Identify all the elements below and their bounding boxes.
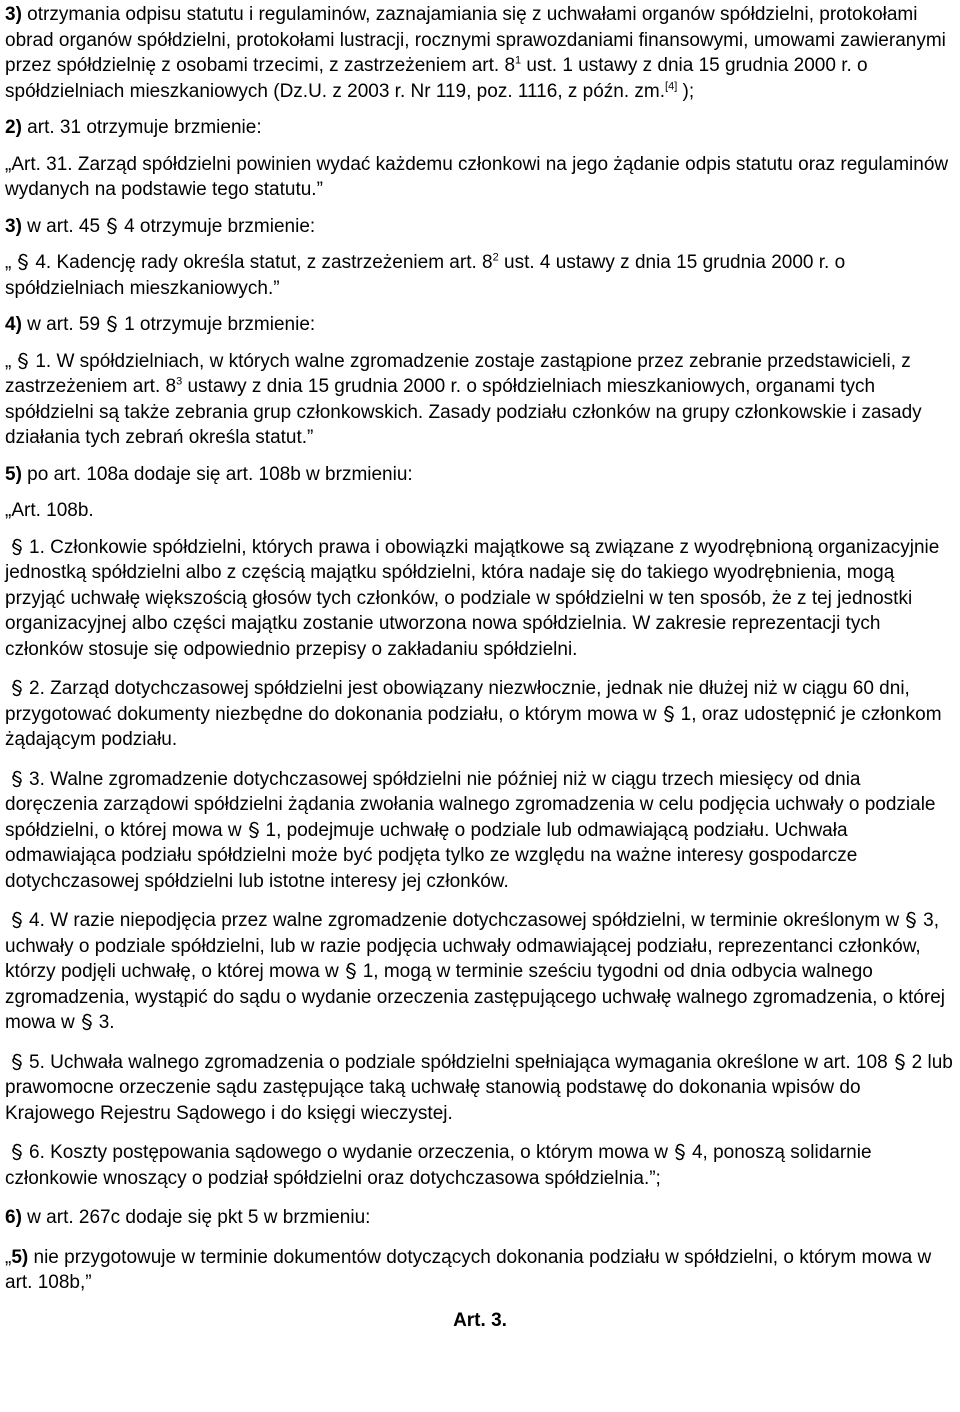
paragraph-art-31: „Art. 31. Zarząd spółdzielni powinien wydać każdemu członkowi na jego żądanie odpis statutu oraz regulaminów wydanych na podstawie tego statutu.” xyxy=(5,153,949,200)
item-text: ust. 1 ustawy z dnia 15 grudnia 2000 r. o spółdzielniach mieszkaniowych (Dz.U. z 2003 r. Nr 119, poz. 1116, z późn. zm. xyxy=(5,55,868,102)
item-number: 6) xyxy=(5,1207,22,1228)
paragraph-108b-2 xyxy=(5,676,955,753)
item-text: 1 otrzymuje brzmienie: xyxy=(124,314,316,335)
section-sign-icon xyxy=(105,217,119,235)
item-text: w art. 59 xyxy=(21,314,101,335)
paragraph-item-4 xyxy=(5,312,955,338)
section-sign-icon xyxy=(105,315,119,333)
footnote-reference: [4] xyxy=(665,80,678,93)
section-sign-icon xyxy=(10,538,24,556)
item-text: otrzymania odpisu statutu i regulaminów, zaznajamiania się z uchwałami organów spółdzielni, protokołami obrad organów spółdzielni, protokołami lustracji, rocznymi sprawozdaniami finansowymi, umowami zawieranymi przez spółdzielnię z osobami trzecimi, z zastrzeżeniem art. 8 xyxy=(5,4,946,76)
superscript: 3 xyxy=(176,375,183,388)
paragraph-item-3 xyxy=(5,2,955,104)
item-text: po art. 108a dodaje się art. 108b w brzmieniu: xyxy=(21,463,413,485)
article-108b-title: „Art. 108b. xyxy=(5,500,94,521)
paragraph-108b-1 xyxy=(5,535,955,663)
paragraph-text: ustawy z dnia 15 grudnia 2000 r. o spółdzielniach mieszkaniowych, organami tych spółdzielni są także zebrania grup członkowskich. Zasady podziału członków na grupy członkowskie i zasady działania tych zebrań określa statut.” xyxy=(5,376,922,448)
open-quote: „ xyxy=(5,1246,12,1268)
item-text: 4 otrzymuje brzmienie: xyxy=(124,215,316,237)
paragraph-text: 3, uchwały o podziale spółdzielni, lub w razie podjęcia uchwały odmawiającej podziału, reprezentanci członków, którzy podjęli uchwałę, o której mowa w xyxy=(5,910,940,982)
paragraph-text: 3. xyxy=(98,1012,115,1033)
section-sign-icon xyxy=(10,911,24,929)
paragraph-item-3b xyxy=(5,214,955,240)
section-sign-icon xyxy=(80,1013,94,1031)
paragraph-item-5 xyxy=(5,462,955,488)
item-text: nie przygotowuje w terminie dokumentów dotyczących dokonania podziału w spółdzielni, o którym mowa w art. 108b,” xyxy=(5,1246,932,1293)
paragraph-text: 1. W spółdzielniach, w których walne zgromadzenie zostaje zastąpione przez zebranie przedstawicieli, z zastrzeżeniem art. 8 xyxy=(5,350,911,397)
section-sign-icon xyxy=(893,1053,907,1071)
section-sign-icon xyxy=(16,352,30,370)
paragraph-108b-5 xyxy=(5,1050,955,1127)
item-number: 4) xyxy=(5,314,22,335)
section-sign-icon xyxy=(10,1053,24,1071)
superscript: 2 xyxy=(492,251,499,264)
paragraph-text: 1, oraz udostępnić je członkom żądającym podziału. xyxy=(5,703,942,750)
paragraph-text: 2 lub prawomocne orzeczenie sądu zastępujące taką uchwałę stanowią podstawę do dokonania wpisów do Krajowego Rejestru Sądowego i do księgi wieczystej. xyxy=(5,1051,953,1124)
item-text: w art. 45 xyxy=(21,215,101,237)
open-quote: „ xyxy=(5,252,12,273)
paragraph-text: 6. Koszty postępowania sądowego o wydanie orzeczenia, o którym mowa w xyxy=(29,1142,668,1163)
open-quote: „ xyxy=(5,350,12,372)
superscript: 1 xyxy=(515,54,522,67)
section-sign-icon xyxy=(904,911,918,929)
paragraph-text: 1, mogą w terminie sześciu tygodni od dnia odbycia walnego zgromadzenia, wystąpić do sądu o wydanie orzeczenia zastępującego uchwałę walnego zgromadzenia, o której mowa w xyxy=(5,961,945,1033)
item-text: w art. 267c dodaje się pkt 5 w brzmieniu: xyxy=(21,1207,371,1228)
section-sign-icon xyxy=(16,253,30,271)
item-text: ); xyxy=(677,80,695,102)
paragraph-text: 1. Członkowie spółdzielni, których prawa i obowiązki majątkowe są związane z wyodrębnioną organizacyjnie jednostką spółdzielni albo z częścią majątku spółdzielni, która nadaje się do takiego wyodrębnienia, mogą przyjąć uchwałę większością głosów tych członków, o podziale w spółdzielni w ten sposób, że z tej jednostki organizacyjnej albo części majątku zostanie utworzona nowa spółdzielnia. W zakresie reprezentacji tych członków stosuje się odpowiednio przepisy o zakładaniu spółdzielni. xyxy=(5,536,940,660)
paragraph-text: 4, ponoszą solidarnie członkowie wnoszący o podział spółdzielni oraz dotychczasowa spółdzielnia.”; xyxy=(5,1142,872,1189)
item-number: 3) xyxy=(5,215,22,237)
paragraph-item-6 xyxy=(5,1205,955,1231)
paragraph-text: 2. Zarząd dotychczasowej spółdzielni jest obowiązany niezwłocznie, jednak nie dłużej niż w ciągu 60 dni, przygotować dokumenty niezbędne do dokonania podziału, o którym mowa w xyxy=(5,678,910,725)
paragraph-text: 4. Kadencję rady określa statut, z zastrzeżeniem art. 8 xyxy=(35,252,493,273)
item-number: 3) xyxy=(5,4,22,25)
paragraph-pkt-5 xyxy=(5,1245,955,1296)
paragraph-item-2 xyxy=(5,115,955,141)
document-page xyxy=(5,2,955,1333)
section-sign-icon xyxy=(247,821,261,839)
item-number: 5) xyxy=(5,463,22,485)
section-sign-icon xyxy=(10,770,24,788)
article-3-title: Art. 3. xyxy=(453,1309,507,1331)
paragraph-108b-4 xyxy=(5,908,955,1036)
section-sign-icon xyxy=(10,679,24,697)
section-sign-icon xyxy=(10,1143,24,1161)
item-number: 5) xyxy=(11,1246,29,1268)
paragraph-text: 5. Uchwała walnego zgromadzenia o podziale spółdzielni spełniająca wymagania określone w art. 108 xyxy=(29,1051,888,1073)
paragraph-text: ust. 4 ustawy z dnia 15 grudnia 2000 r. o spółdzielniach mieszkaniowych.” xyxy=(5,252,846,299)
paragraph-text: 3. Walne zgromadzenie dotychczasowej spółdzielni nie później niż w ciągu trzech miesięcy od dnia doręczenia zarządowi spółdzielni żądania zwołania walnego zgromadzenia w celu podjęcia uchwały o podziale spółdzielni, o której mowa w xyxy=(5,768,936,841)
section-sign-icon xyxy=(673,1143,687,1161)
paragraph-text: 1, podejmuje uchwałę o podziale lub odmawiającą podziału. Uchwała odmawiająca podziału spółdzielni może być podjęta tylko ze względu na ważne interesy gospodarcze dotychczasowej spółdzielni lub istotne interesy jej członków. xyxy=(5,819,858,892)
paragraph-par-4 xyxy=(5,250,955,301)
section-sign-icon xyxy=(662,705,676,723)
item-number: 2) xyxy=(5,117,22,138)
paragraph-108b-3 xyxy=(5,767,955,895)
paragraph-108b-6 xyxy=(5,1140,955,1191)
paragraph-text: 4. W razie niepodjęcia przez walne zgromadzenie dotychczasowej spółdzielni, w terminie określonym w xyxy=(29,910,900,931)
item-text: art. 31 otrzymuje brzmienie: xyxy=(21,117,262,138)
section-sign-icon xyxy=(344,962,358,980)
paragraph-par-1-art-59 xyxy=(5,349,955,451)
